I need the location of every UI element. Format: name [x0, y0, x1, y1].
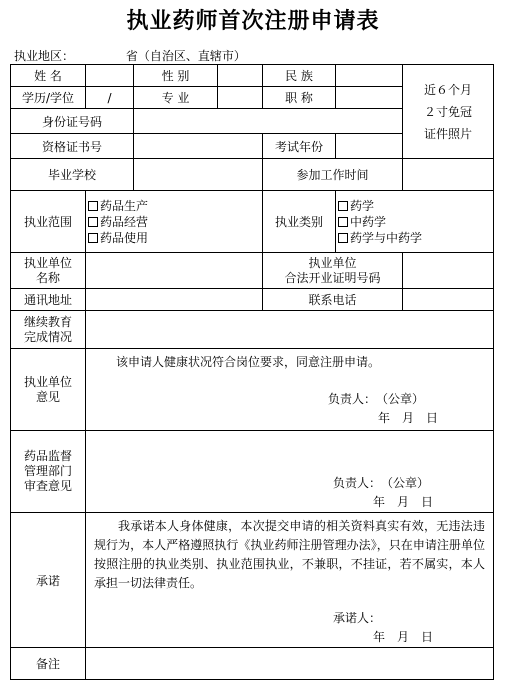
phone-label: 联系电话 [263, 289, 403, 311]
phone-field[interactable] [403, 289, 494, 311]
checkbox-icon [338, 201, 348, 211]
gender-field[interactable] [218, 65, 263, 87]
unit-opinion-date: 年 月 日 [378, 411, 439, 425]
fda-opinion-signer: 负责人： （公章） [333, 476, 430, 490]
photo-note-line3: 证件照片 [423, 126, 472, 141]
fda-opinion-date: 年 月 日 [373, 495, 434, 509]
photo-box[interactable] [403, 65, 494, 159]
id-number-field[interactable] [134, 109, 403, 134]
cert-number-label: 资格证书号 [11, 134, 134, 159]
scope-label: 执业范围 [11, 191, 86, 253]
promise-date: 年 月 日 [373, 630, 434, 644]
ethnicity-label: 民 族 [263, 65, 336, 87]
practice-area-line [14, 47, 246, 64]
promise-label: 承诺 [11, 513, 86, 648]
scope-option-production[interactable]: 药品生产 [88, 198, 260, 214]
remarks-field[interactable] [86, 648, 494, 680]
form-title: 执业药师首次注册申请表 [126, 9, 380, 34]
exam-year-field[interactable] [336, 134, 403, 159]
education-field[interactable]: / [86, 87, 134, 109]
cert-number-field[interactable] [134, 134, 263, 159]
unit-opinion-field[interactable] [86, 349, 494, 431]
unit-opinion-label: 执业单位 意见 [11, 349, 86, 431]
ethnicity-field[interactable] [336, 65, 403, 87]
continuing-edu-field[interactable] [86, 311, 494, 349]
category-option-both[interactable]: 药学与中药学 [338, 230, 491, 246]
address-label: 通讯地址 [11, 289, 86, 311]
unit-license-label: 执业单位 合法开业证明号码 [263, 253, 403, 289]
practice-area-province: 省（自治区、直辖市） [125, 49, 246, 63]
scope-option-business[interactable]: 药品经营 [88, 214, 260, 230]
unit-license-field[interactable] [403, 253, 494, 289]
checkbox-icon [338, 233, 348, 243]
major-label: 专 业 [134, 87, 218, 109]
major-field[interactable] [218, 87, 263, 109]
category-option-tcm[interactable]: 中药学 [338, 214, 491, 230]
scope-option-use[interactable]: 药品使用 [88, 230, 260, 246]
education-label: 学历/学位 [11, 87, 86, 109]
promise-signer: 承诺人： [333, 611, 382, 625]
work-time-label: 参加工作时间 [263, 159, 403, 191]
fda-opinion-field[interactable] [86, 431, 494, 513]
practice-area-label: 执业地区： [14, 49, 75, 63]
id-number-label: 身份证号码 [11, 109, 134, 134]
title-field[interactable] [336, 87, 403, 109]
continuing-edu-label: 继续教育 完成情况 [11, 311, 86, 349]
checkbox-icon [88, 233, 98, 243]
school-label: 毕业学校 [11, 159, 134, 191]
checkbox-icon [338, 217, 348, 227]
checkbox-icon [88, 217, 98, 227]
gender-label: 性 别 [134, 65, 218, 87]
title-label: 职 称 [263, 87, 336, 109]
exam-year-label: 考试年份 [263, 134, 336, 159]
checkbox-icon [88, 201, 98, 211]
promise-text: 我承诺本人身体健康，本次提交申请的相关资料真实有效，无违法违规行为，本人严格遵照执行《执业药师注册管理办法》，只在申请注册单位按照注册的执业类别、执业范围执业，不兼职，不挂证，若不属实，本人承担一切法律责任。 [94, 519, 485, 590]
name-label: 姓 名 [11, 65, 86, 87]
photo-note-line2: ２寸免冠 [423, 104, 472, 119]
unit-name-label: 执业单位 名称 [11, 253, 86, 289]
unit-name-field[interactable] [86, 253, 263, 289]
photo-note-line1: 近６个月 [423, 82, 472, 97]
work-time-field[interactable] [403, 159, 494, 191]
promise-field[interactable] [86, 513, 494, 648]
unit-opinion-signer: 负责人： （公章） [328, 392, 425, 406]
name-field[interactable] [86, 65, 134, 87]
address-field[interactable] [86, 289, 263, 311]
category-options [336, 191, 494, 253]
school-field[interactable] [134, 159, 263, 191]
application-form-table [10, 64, 494, 680]
category-option-pharmacy[interactable]: 药学 [338, 198, 491, 214]
fda-opinion-label: 药品监督 管理部门 审查意见 [11, 431, 86, 513]
scope-options [86, 191, 263, 253]
remarks-label: 备注 [11, 648, 86, 680]
unit-opinion-text: 该申请人健康状况符合岗位要求，同意注册申请。 [116, 355, 381, 369]
category-label: 执业类别 [263, 191, 336, 253]
